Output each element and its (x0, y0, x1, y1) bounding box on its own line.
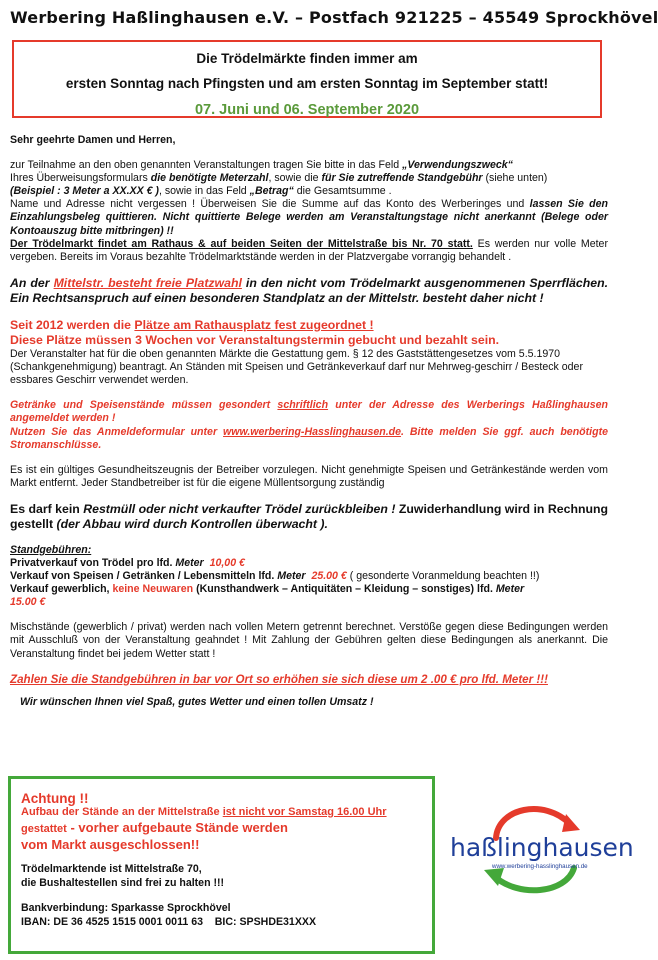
text-location: Der Trödelmarkt findet am Rathaus & auf beiden Seiten der Mittelstraße bis Nr. 70 statt. (10, 237, 473, 250)
text-emph: lassen Sie den Einzahlungsbeleg quittieren. Nicht quittierte Belege werden am Veranstaltungstage nicht anerkannt (Belege oder Kontoauszug bitte mitbringen) !! (10, 198, 608, 237)
text-red: unter der Adresse des Werberings Haßlinghausen angemeldet werden ! (10, 399, 608, 425)
fee-note: ( gesonderte Voranmeldung beachten !!) (346, 570, 540, 583)
paragraph-food-registration (10, 399, 608, 451)
letter-body (10, 134, 608, 709)
text-emph: „Verwendungszweck“ (402, 159, 513, 172)
text-red: Nutzen Sie das Anmeldeformular unter (10, 425, 224, 438)
text-red: schriftlich (277, 399, 329, 412)
market-end-line1: Trödelmarktende ist Mittelstraße 70, (21, 863, 202, 875)
text-red: Mittelstr. besteht freie Platzwahl (53, 275, 242, 290)
text-red: . Bitte melden Sie ggf. auch benötigte Stromanschlüsse. (10, 425, 608, 451)
fee-row-commercial (10, 583, 608, 609)
website-link[interactable]: www.werbering-Hasslinghausen.de (223, 425, 402, 438)
paragraph-rathaus (10, 318, 608, 387)
fee-unit: Meter (277, 570, 306, 583)
dates-intro-line2: ersten Sonntag nach Pfingsten und am ersten Sonntag im September statt! (65, 76, 549, 91)
text-red: ist nicht vor Samstag 16.00 Uhr (222, 806, 387, 818)
logo-wordmark: haßlinghausen (450, 833, 634, 862)
fee-unit: Meter (495, 583, 525, 596)
text-red: Getränke und Speisenstände müssen gesondert (10, 399, 278, 412)
text: An der (10, 275, 54, 290)
text-emph: (der Abbau wird durch Kontrollen überwacht ). (56, 516, 328, 531)
text: Der Veranstalter hat für die oben genannten Märkte die Gestattung gem. § 12 des Gaststättengesetzes vom 5.5.1970 (Schankgenehmigung) beantragt. An Ständen mit Speisen und Getränkeverkauf darf nur Mehrweg-geschirr / Besteck oder essbares Geschirr verwendet werden. (10, 348, 583, 387)
text-red: - vorher aufgebaute Stände werden (66, 820, 288, 835)
text: Zuwiderhandlung wird in Rechnung gestellt (10, 501, 608, 531)
text-emph: (Beispiel : 3 Meter a XX.XX € ) (10, 185, 159, 198)
text-red: gestattet (21, 823, 67, 835)
notice-line3: vom Markt ausgeschlossen!! (21, 837, 200, 852)
dates-intro-line1: Die Trödelmärkte finden immer am (196, 51, 418, 66)
fee-label: Verkauf gewerblich, (10, 583, 113, 596)
fee-price: 15.00 € (10, 596, 46, 609)
salutation: Sehr geehrte Damen und Herren, (10, 134, 176, 146)
text-red: Plätze am Rathausplatz fest zugeordnet ! (134, 317, 374, 332)
fee-no-new-goods: keine Neuwaren (112, 583, 194, 596)
text-emph: für Sie zutreffende Standgebühr (321, 172, 483, 185)
notice-box (8, 776, 435, 954)
fee-label: Verkauf von Speisen / Getränken / Lebensmitteln lfd. (10, 570, 278, 583)
notice-line1 (21, 806, 422, 819)
text: (siehe unten) (482, 172, 548, 185)
paragraph-free-choice (10, 276, 608, 306)
werbering-logo (448, 790, 634, 900)
text-emph: die benötigte Meterzahl (150, 172, 269, 185)
notice-title: Achtung !! (21, 791, 89, 806)
text: Ihres Überweisungsformulars (10, 172, 151, 185)
text: zur Teilnahme an den oben genannten Veranstaltungen tragen Sie bitte in das Feld (10, 159, 403, 172)
text-emph: Restmüll oder nicht verkaufter Trödel zurückbleiben ! (83, 501, 396, 516)
cash-surcharge-note: Zahlen Sie die Standgebühren in bar vor Ort so erhöhen sie sich diese um 2 .00 € pro lfd. Meter !!! (10, 672, 548, 686)
text-red: Aufbau der Stände an der Mittelstraße (21, 806, 223, 818)
text-red: Seit 2012 werden die (10, 317, 135, 332)
fees-title: Standgebühren: (10, 543, 92, 556)
fees-section (10, 544, 608, 609)
text-red: Diese Plätze müssen 3 Wochen vor Veranstaltungstermin gebucht und bezahlt sein. (10, 332, 500, 347)
market-dates-box (12, 40, 602, 118)
bank-name: Bankverbindung: Sparkasse Sprockhövel (21, 902, 231, 914)
text: , sowie in das Feld (158, 185, 250, 198)
fee-label: Privatverkauf von Trödel pro lfd. (10, 556, 176, 569)
fee-row-private (10, 557, 608, 570)
notice-line2 (21, 819, 422, 837)
text-emph: „Betrag“ (249, 185, 294, 198)
closing-wishes: Wir wünschen Ihnen viel Spaß, gutes Wetter und einen tollen Umsatz ! (20, 695, 374, 708)
logo-green-arc-icon (494, 868, 574, 890)
fee-unit: Meter (175, 556, 204, 569)
text: Es darf kein (10, 501, 84, 516)
market-end-line2: die Bushaltestellen sind frei zu halten !!! (21, 876, 225, 889)
text: in den nicht vom Trödelmarkt ausgenommenen Sperrflächen. Ein Rechtsanspruch auf einen besonderen Standplatz an der Mittelstr. besteht daher nicht ! (10, 275, 608, 305)
logo-url: www.werbering-hasslinghausen.de (492, 863, 588, 870)
fee-price: 25.00 € (311, 570, 347, 583)
paragraph-waste (10, 502, 608, 532)
paragraph-payment (10, 159, 608, 264)
text: Name und Adresse nicht vergessen ! Überweisen Sie die Summe auf das Konto des Werberinges und (10, 198, 530, 211)
text: die Gesamtsumme . (293, 185, 392, 198)
market-dates: 07. Juni und 06. September 2020 (194, 102, 420, 118)
bank-iban-bic: IBAN: DE 36 4525 1515 0001 0011 63 BIC: SPSHDE31XXX (21, 915, 317, 928)
paragraph-conditions: Mischstände (gewerblich / privat) werden nach vollen Metern getrennt berechnet. Verstöße gegen diese Bedingungen werden mit Ausschluß von der Veranstaltung geahndet ! Mit Zahlung der Gebühren gelten diese Bedingungen als anerkannt. Die Veranstaltung findet bei jedem Wetter statt ! (10, 621, 608, 660)
fee-row-food (10, 570, 608, 583)
header-address: Werbering Haßlinghausen e.V. – Postfach 921225 – 45549 Sprockhövel (10, 8, 658, 27)
paragraph-health: Es ist ein gültiges Gesundheitszeugnis der Betreiber vorzulegen. Nicht genehmigte Speisen und Getränkestände werden vom Markt entfernt. Jeder Standbetreiber ist für die eigene Müllentsorgung zuständig (10, 463, 608, 489)
fee-price: 10,00 € (209, 556, 245, 569)
text: Es werden nur volle Meter vergeben. Bereits im Voraus bezahlte Trödelmarktstände werden in der Platzvergabe vorrangig behandelt . (10, 237, 608, 263)
text: , sowie die (268, 172, 322, 185)
fee-label: (Kunsthandwerk – Antiquitäten – Kleidung – sonstiges) lfd. (193, 583, 496, 596)
